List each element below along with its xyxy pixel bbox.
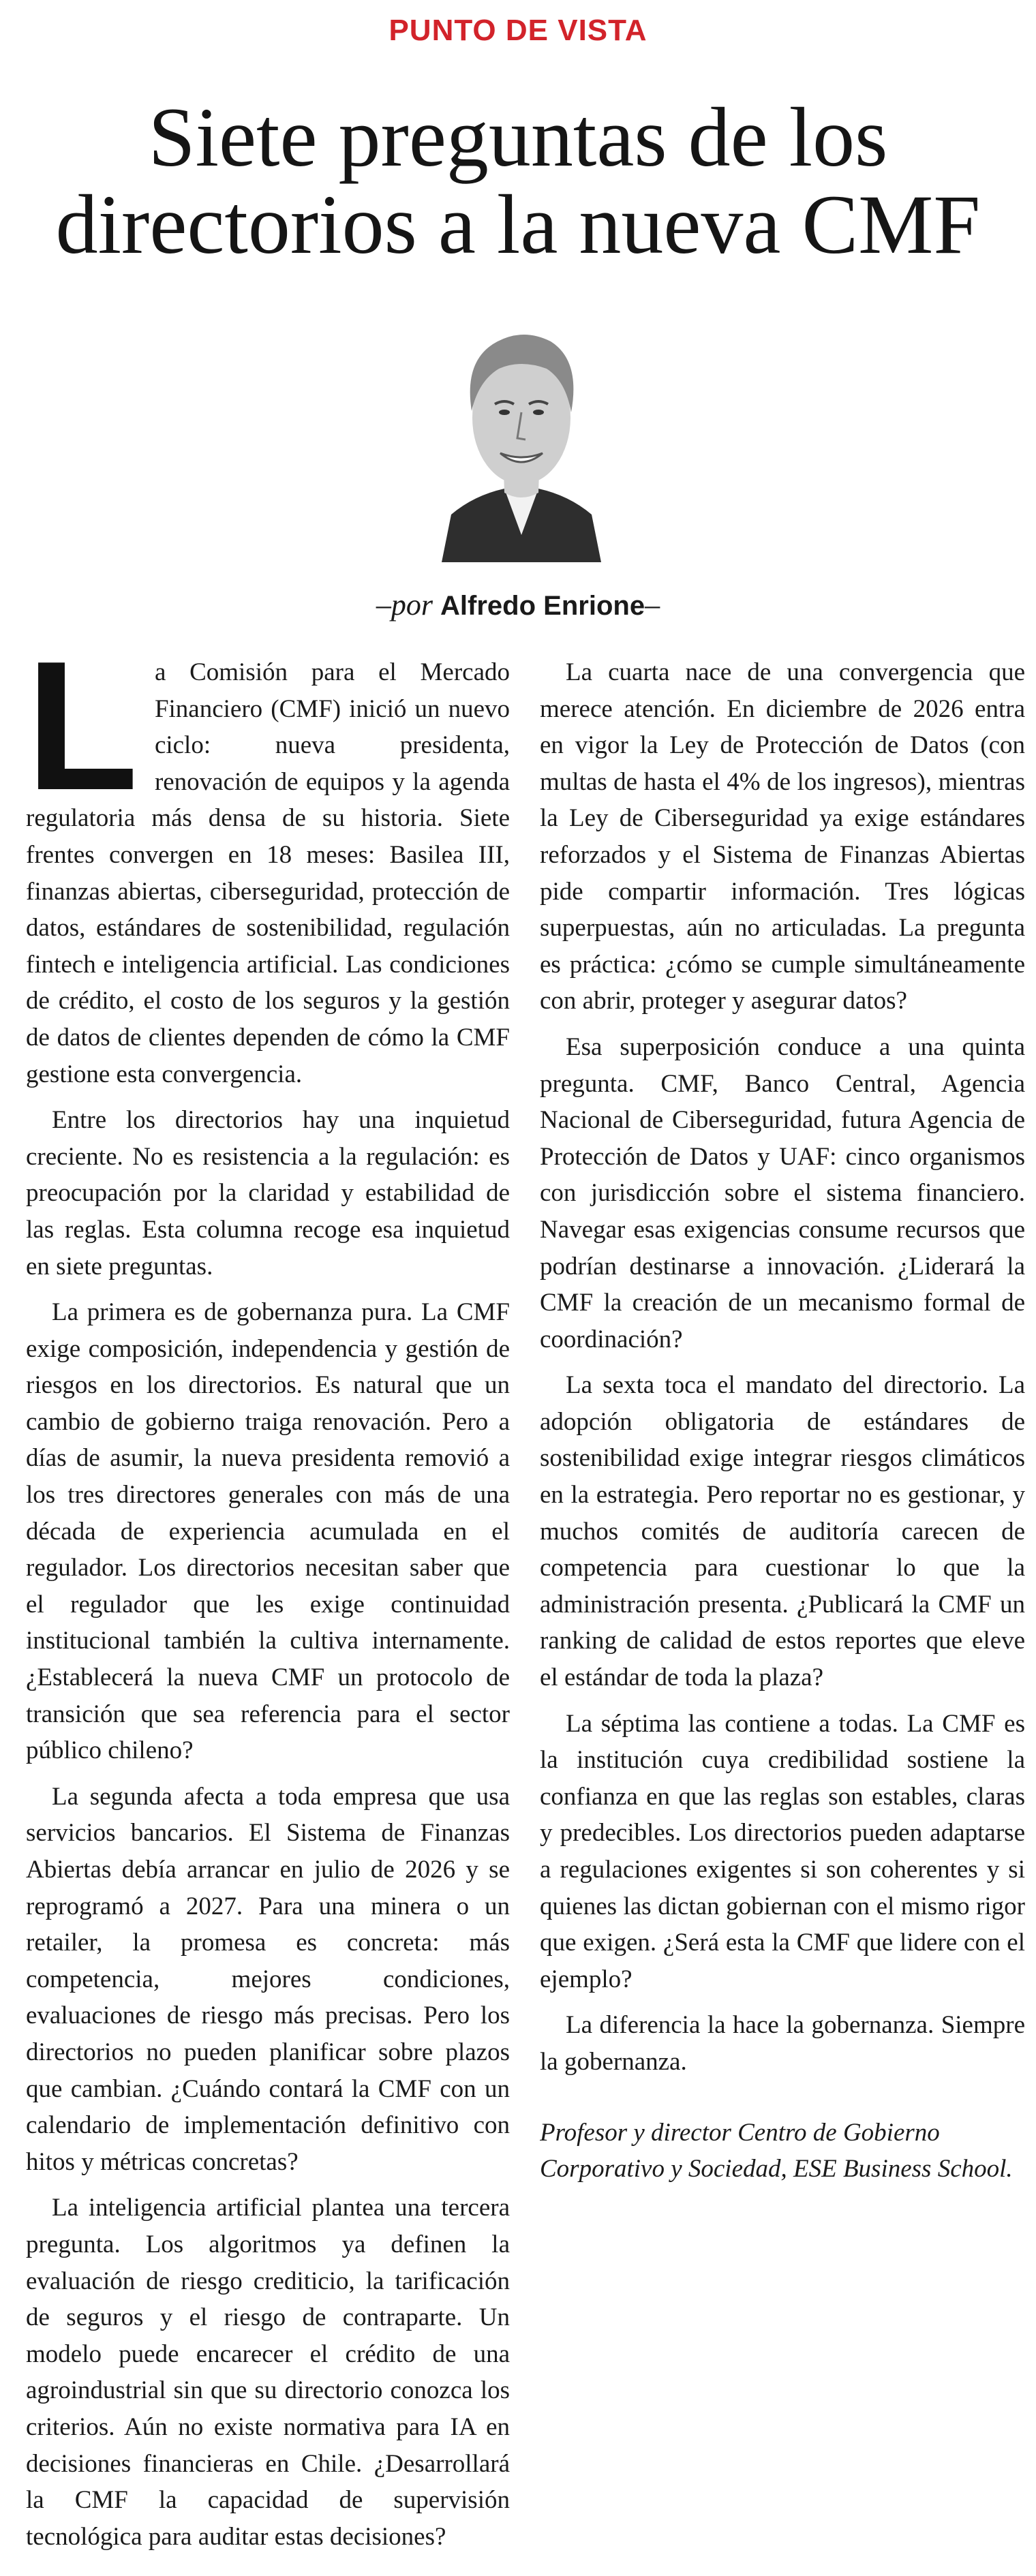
section-label: PUNTO DE VISTA: [388, 14, 648, 47]
byline-suffix: –: [645, 588, 660, 622]
byline: [0, 586, 1036, 625]
article-paragraph-1-text: a Comisión para el Mercado Financiero (CMF) inició un nuevo ciclo: nueva presidenta, renovación de equipos y la agenda regulatoria más densa de su historia. Siete frentes convergen en 18 meses: Basilea III, finanzas abiertas, ciberseguridad, protección de datos, estándares de sostenibilidad, regulación fintech e inteligencia artificial. Las condiciones de crédito, el costo de los seguros y la gestión de datos de clientes dependen de cómo la CMF gestione esta convergencia.: [26, 658, 510, 1088]
article-paragraph-9: La séptima las contiene a todas. La CMF es la institución cuya credibilidad sostiene la confianza en que las reglas son estables, claras y predecibles. Los directorios pueden adaptarse a regulaciones exigentes si son coherentes y si quienes las dictan gobiernan con el mismo rigor que exigen. ¿Será esta la CMF que lidere con el ejemplo?: [540, 1709, 1025, 1993]
byline-prefix: –por: [376, 588, 441, 622]
article-paragraph-10: La diferencia la hace la gobernanza. Siempre la gobernanza.: [540, 2011, 1025, 2076]
drop-cap: L: [26, 654, 138, 829]
article-paragraph-2: Entre los directorios hay una inquietud creciente. No es resistencia a la regulación: es preocupación por la claridad y estabilidad de las reglas. Esta columna recoge esa inquietud en siete preguntas.: [26, 1106, 510, 1281]
article-paragraph-3: La primera es de gobernanza pura. La CMF exige composición, independencia y gestión de riesgos en los directorios. Es natural que un cambio de gobierno traiga renovación. Pero a días de asumir, la nueva presidenta removió a los tres directores generales con más de una década de experiencia acumulada en el regulador. Los directorios necesitan saber que el regulador que les exige continuidad institucional también la cultiva internamente. ¿Establecerá la nueva CMF un protocolo de transición que sea referencia para el sector público chileno?: [26, 1298, 510, 1765]
article-paragraph-6: La cuarta nace de una convergencia que merece atención. En diciembre de 2026 entra en vigor la Ley de Protección de Datos (con multas de hasta el 4% de los ingresos), mientras la Ley de Ciberseguridad ya exige estándares reforzados y el Sistema de Finanzas Abiertas pide compartir información. Tres lógicas superpuestas, aún no articuladas. La pregunta es práctica: ¿cómo se cumple simultáneamente con abrir, proteger y asegurar datos?: [540, 658, 1025, 1015]
article-paragraph-5: La inteligencia artificial plantea una tercera pregunta. Los algoritmos ya definen la evaluación de riesgo crediticio, la tarificación de seguros y el riesgo de contraparte. Un modelo puede encarecer el crédito de una agroindustrial sin que su directorio conozca los criterios. Aún no existe normativa para IA en decisiones financieras en Chile. ¿Desarrollará la CMF la capacidad de supervisión tecnológica para auditar estas decisiones?: [26, 2194, 510, 2551]
article-paragraph-4: La segunda afecta a toda empresa que usa servicios bancarios. El Sistema de Finanzas Abiertas debía arrancar en julio de 2026 y se reprogramó a 2027. Para una minera o un retailer, la promesa es concreta: más competencia, mejores condiciones, evaluaciones de riesgo más precisas. Pero los directorios no pueden planificar sobre plazos que cambian. ¿Cuándo contará la CMF con un calendario de implementación definitivo con hitos y métricas concretas?: [26, 1782, 510, 2176]
byline-author: Alfredo Enrione: [440, 591, 645, 621]
article-column-left: [26, 654, 510, 2562]
author-portrait: [436, 310, 607, 562]
article-paragraph-8: La sexta toca el mandato del directorio. La adopción obligatoria de estándares de sostenibilidad exige integrar riesgos climáticos en la estrategia. Pero reportar no es gestionar, y muchos comités de auditoría carecen de competencia para cuestionar lo que la administración presenta. ¿Publicará la CMF un ranking de calidad de estos reportes que eleve el estándar de toda la plaza?: [540, 1371, 1025, 1692]
article-paragraph-1: [26, 654, 510, 1092]
article-paragraph-7: Esa superposición conduce a una quinta pregunta. CMF, Banco Central, Agencia Nacional de Ciberseguridad, futura Agencia de Protección de Datos y UAF: cinco organismos con jurisdicción sobre el sistema financiero. Navegar esas exigencias consume recursos que podrían destinarse a innovación. ¿Liderará la CMF la creación de un mecanismo formal de coordinación?: [540, 1032, 1025, 1353]
headline: Siete preguntas de los directorios a la nueva CMF: [55, 91, 981, 271]
author-signature: Profesor y director Centro de Gobierno Corporativo y Sociedad, ESE Business School.: [540, 2118, 1013, 2183]
article-column-right: [540, 654, 1025, 2562]
